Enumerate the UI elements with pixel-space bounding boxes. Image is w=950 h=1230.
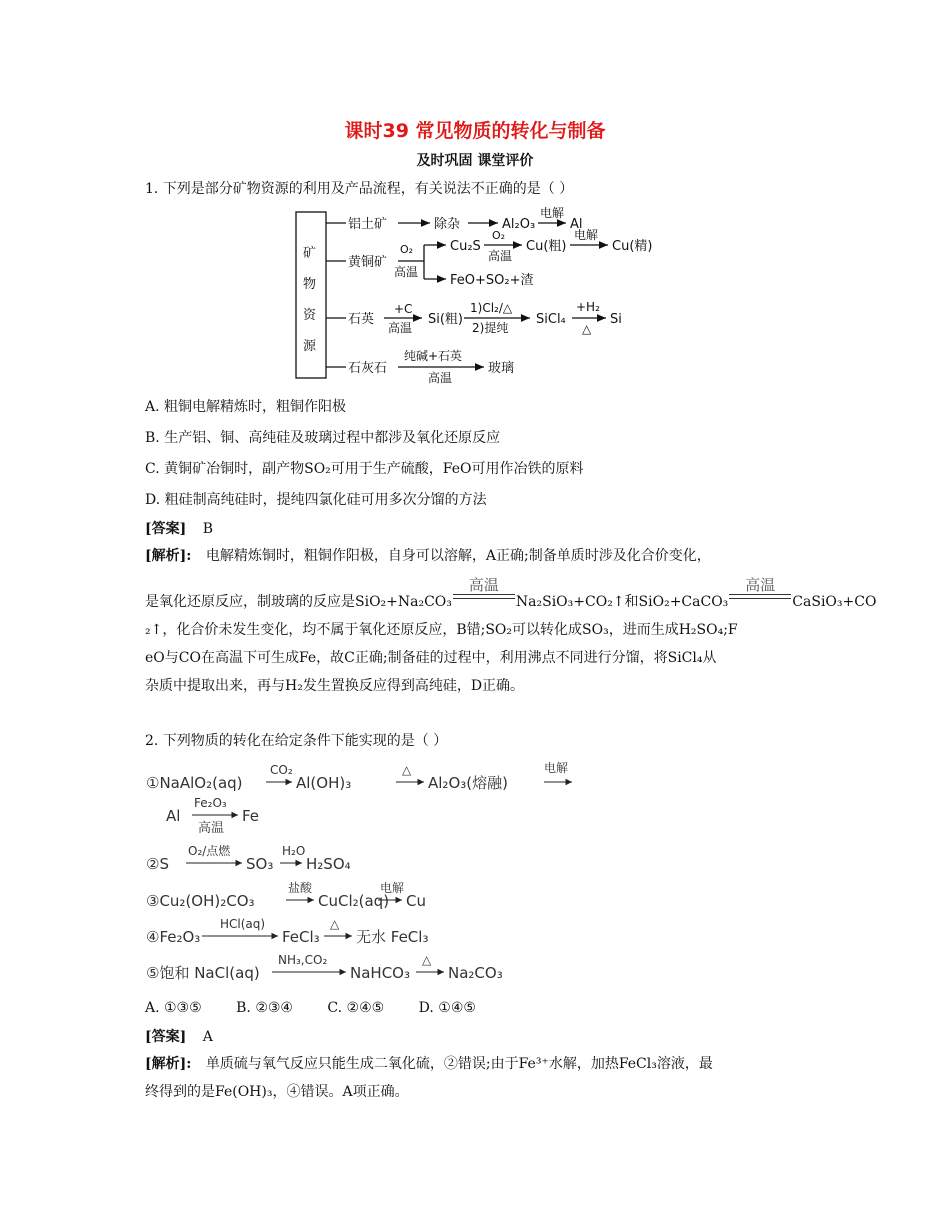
q1-option-c: C. 黄铜矿冶铜时，副产物SO₂可用于生产硫酸，FeO可用作冶铁的原料 (145, 461, 584, 477)
label-plus-h2: +H₂ (576, 300, 600, 314)
q1-analysis-line2c: CaSiO₃+CO (792, 594, 877, 610)
node-si: Si (610, 312, 622, 327)
q2-options (145, 998, 476, 1018)
q2-r3-product2: Cu (406, 892, 426, 910)
node-crude-si: Si(粗) (428, 312, 464, 327)
label-o2-2: O₂ (492, 229, 506, 242)
q1-stem: 1. 下列是部分矿物资源的利用及产品流程，有关说法不正确的是（ ） (145, 181, 574, 197)
q2-r2-product1: SO₃ (246, 855, 274, 873)
label-heat: △ (582, 322, 592, 336)
q2-r3-reactant: ③Cu₂(OH)₂CO₃ (146, 892, 255, 910)
q1-analysis-line2b: Na₂SiO₃+CO₂↑和SiO₂+CaCO₃ (515, 594, 729, 610)
label-electrolysis-2: 电解 (574, 228, 599, 242)
node-crude-cu: Cu(粗) (526, 239, 567, 254)
q2-stem: 2. 下列物质的转化在给定条件下能实现的是（ ） (145, 733, 448, 749)
box-label-2: 物 (303, 277, 317, 292)
q2-answer-label: [答案] (145, 1029, 187, 1045)
node-limestone: 石灰石 (348, 361, 388, 376)
node-sicl4: SiCl₄ (536, 312, 566, 327)
page-title: 课时39 常见物质的转化与制备 (344, 120, 606, 142)
q2-r1b-al: Al (166, 807, 181, 825)
q2-r3-electrolysis: 电解 (380, 881, 405, 895)
q2-analysis-line2: 终得到的是Fe(OH)₃，④错误。A项正确。 (145, 1084, 409, 1100)
q1-analysis-label: [解析]: (145, 548, 192, 564)
q1-analysis-line2 (145, 576, 877, 612)
q2-r3-hcl: 盐酸 (288, 881, 313, 895)
q2-r4-heat: △ (330, 917, 340, 931)
q1-option-a: A. 粗铜电解精炼时，粗铜作阳极 (145, 399, 347, 415)
q2-r4-product2: 无水 FeCl₃ (356, 928, 429, 946)
q2-r1b-fe2o3: Fe₂O₃ (194, 796, 227, 810)
label-plus-c: +C (394, 302, 413, 316)
node-cu2s: Cu₂S (450, 239, 481, 254)
q1-analysis-line1: 电解精炼铜时，粗铜作阳极，自身可以溶解，A正确;制备单质时涉及化合价变化， (205, 548, 711, 564)
q1-answer-label: [答案] (145, 521, 187, 537)
box-label-4: 源 (303, 339, 317, 354)
q2-r1-product1: Al(OH)₃ (296, 774, 352, 792)
label-o2: O₂ (400, 243, 414, 256)
q2-r2-product2: H₂SO₄ (306, 855, 351, 873)
reaction-condition-2-label: 高温 (745, 576, 776, 594)
page-subtitle: 及时巩固 课堂评价 (416, 153, 534, 169)
box-label-3: 资 (303, 308, 317, 323)
q2-r2-reactant: ②S (146, 855, 169, 873)
q2-r5-product2: Na₂CO₃ (448, 964, 503, 982)
label-high-temp: 高温 (394, 265, 419, 279)
reaction-condition-1 (453, 576, 515, 606)
q1-analysis-line2a: 是氧化还原反应，制玻璃的反应是SiO₂+Na₂CO₃ (145, 594, 452, 610)
q2-option-a: A. ①③⑤ (145, 1000, 202, 1016)
label-step1: 1)Cl₂/△ (470, 301, 513, 315)
q1-option-b: B. 生产铝、铜、高纯硅及玻璃过程中都涉及氧化还原反应 (145, 430, 501, 446)
q2-r3-product1: CuCl₂(aq) (318, 892, 390, 910)
q2-r1b-high-temp: 高温 (198, 821, 225, 836)
q1-analysis-line4: eO与CO在高温下可生成Fe，故C正确;制备硅的过程中，利用沸点不同进行分馏，将SiCl₄从 (145, 650, 717, 666)
q2-analysis-line1: 单质硫与氧气反应只能生成二氧化硫，②错误;由于Fe³⁺水解，加热FeCl₃溶液，最 (205, 1056, 713, 1072)
node-pure-cu: Cu(精) (612, 239, 653, 254)
q2-r1-heat: △ (402, 763, 412, 777)
label-high-temp-2: 高温 (488, 249, 513, 263)
q2-r1-electrolysis: 电解 (544, 761, 569, 775)
q2-analysis-label: [解析]: (145, 1056, 192, 1072)
q1-option-d: D. 粗硅制高纯硅时，提纯四氯化硅可用多次分馏的方法 (145, 492, 487, 508)
q2-option-c: C. ②④⑤ (327, 1000, 385, 1016)
label-soda-quartz: 纯碱+石英 (404, 349, 463, 363)
node-glass: 玻璃 (488, 361, 515, 376)
q1-analysis-line3: ₂↑，化合价未发生变化，均不属于氧化还原反应，B错;SO₂可以转化成SO₃，进而生成H₂SO₄;F (145, 622, 738, 638)
q2-r1-product2: Al₂O₃(熔融) (428, 774, 508, 792)
node-quartz: 石英 (348, 312, 375, 327)
q2-r5-heat: △ (422, 953, 432, 967)
node-al: Al (570, 217, 583, 232)
box-label-1: 矿 (303, 246, 317, 261)
node-al2o3: Al₂O₃ (502, 217, 536, 232)
q2-reaction-scheme (140, 760, 620, 990)
q2-r1b-fe: Fe (242, 807, 260, 825)
node-byproducts: FeO+SO₂+渣 (450, 273, 534, 288)
q2-r1-co2: CO₂ (270, 763, 293, 777)
q2-r5-product1: NaHCO₃ (350, 964, 410, 982)
node-purify: 除杂 (434, 217, 461, 232)
label-step2: 2)提纯 (472, 321, 509, 335)
q2-option-b: B. ②③④ (236, 1000, 293, 1016)
node-bauxite: 铝土矿 (348, 217, 388, 232)
label-high-temp-4: 高温 (428, 371, 453, 385)
q2-r2-condition: O₂/点燃 (188, 844, 231, 858)
q1-flow-diagram (290, 205, 670, 385)
q1-analysis-line5: 杂质中提取出来，再与H₂发生置换反应得到高纯硅，D正确。 (145, 678, 525, 694)
q2-option-d: D. ①④⑤ (418, 1000, 476, 1016)
label-high-temp-3: 高温 (388, 321, 413, 335)
q2-r4-product1: FeCl₃ (282, 928, 320, 946)
q2-r2-h2o: H₂O (282, 844, 306, 858)
q2-r1-reactant: ①NaAlO₂(aq) (146, 774, 243, 792)
q2-answer: A (202, 1029, 213, 1045)
q2-r4-hcl: HCl(aq) (220, 917, 266, 931)
node-chalcopyrite: 黄铜矿 (348, 255, 388, 270)
q2-r5-condition: NH₃,CO₂ (278, 953, 328, 967)
reaction-condition-1-label: 高温 (468, 576, 499, 594)
reaction-condition-2 (729, 576, 791, 606)
q2-r5-reactant: ⑤饱和 NaCl(aq) (146, 964, 260, 982)
q2-r4-reactant: ④Fe₂O₃ (146, 928, 201, 946)
q1-answer: B (202, 521, 213, 537)
label-electrolysis: 电解 (540, 206, 565, 220)
